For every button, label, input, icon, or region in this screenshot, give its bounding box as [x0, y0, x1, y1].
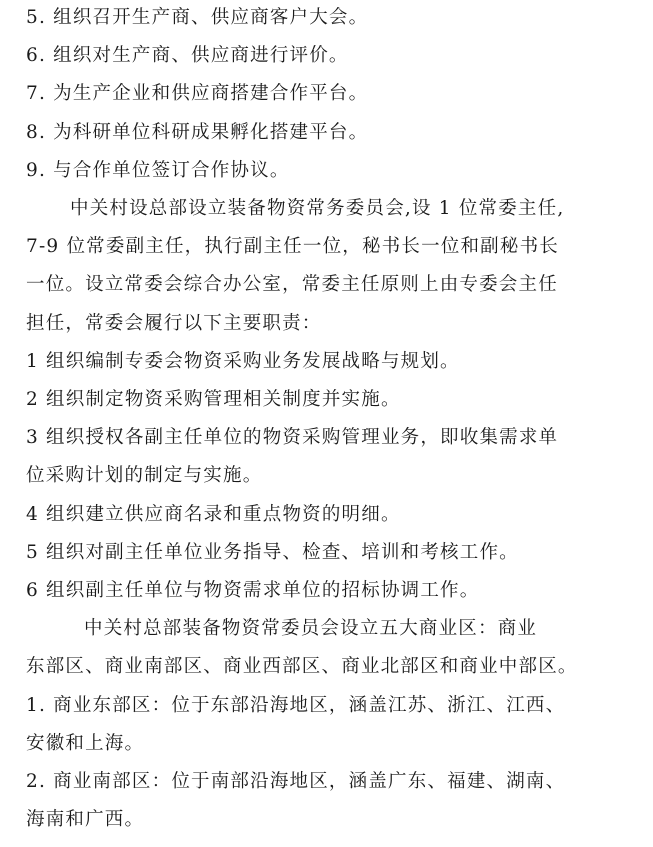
region-south-line-1: 2. 商业南部区：位于南部沿海地区，涵盖广东、福建、湖南、: [26, 771, 566, 793]
paragraph-committee-line-2: 7-9 位常委副主任，执行副主任一位，秘书长一位和副秘书长: [26, 236, 559, 258]
duty-item-3-line-2: 位采购计划的制定与实施。: [26, 465, 263, 487]
region-south-line-2: 海南和广西。: [26, 809, 145, 831]
duty-item-6: 6 组织副主任单位与物资需求单位的招标协调工作。: [26, 580, 480, 602]
duty-item-2: 2 组织制定物资采购管理相关制度并实施。: [26, 389, 401, 411]
list-item-8: 8. 为科研单位科研成果孵化搭建平台。: [26, 121, 369, 143]
list-item-7: 7. 为生产企业和供应商搭建合作平台。: [26, 83, 369, 105]
region-east-line-2: 安徽和上海。: [26, 732, 145, 754]
duty-item-4: 4 组织建立供应商名录和重点物资的明细。: [26, 503, 401, 525]
paragraph-committee-line-1: 中关村设总部设立装备物资常务委员会,设 1 位常委主任,: [70, 198, 565, 220]
region-east-line-1: 1. 商业东部区：位于东部沿海地区，涵盖江苏、浙江、江西、: [26, 694, 566, 716]
duty-item-1: 1 组织编制专委会物资采购业务发展战略与规划。: [26, 350, 460, 372]
list-item-9: 9. 与合作单位签订合作协议。: [26, 159, 290, 181]
paragraph-committee-line-3: 一位。设立常委会综合办公室，常委主任原则上由专委会主任: [26, 274, 558, 296]
paragraph-regions-line-2: 东部区、商业南部区、商业西部区、商业北部区和商业中部区。: [26, 656, 578, 678]
list-item-5: 5. 组织召开生产商、供应商客户大会。: [26, 7, 369, 28]
duty-item-3-line-1: 3 组织授权各副主任单位的物资采购管理业务，即收集需求单: [26, 427, 559, 449]
paragraph-committee-line-4: 担任，常委会履行以下主要职责：: [26, 312, 322, 334]
list-item-6: 6. 组织对生产商、供应商进行评价。: [26, 45, 349, 67]
paragraph-regions-line-1: 中关村总部装备物资常委员会设立五大商业区：商业: [84, 618, 538, 640]
duty-item-5: 5 组织对副主任单位业务指导、检查、培训和考核工作。: [26, 541, 519, 563]
